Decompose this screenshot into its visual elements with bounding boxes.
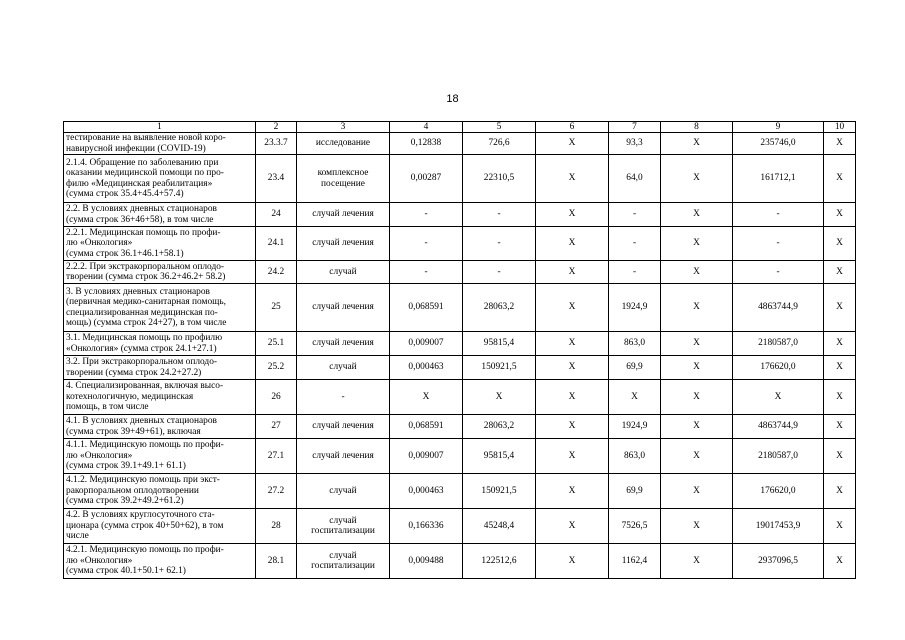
table-cell: X — [824, 380, 856, 415]
column-number-cell: 9 — [733, 122, 824, 133]
table-cell: 0,12838 — [390, 133, 463, 155]
table-row — [64, 474, 856, 509]
column-number-cell: 2 — [256, 122, 297, 133]
table-cell: X — [536, 227, 609, 261]
table-cell: X — [824, 544, 856, 579]
table-cell: 45248,4 — [463, 509, 536, 544]
table-cell: - — [390, 227, 463, 261]
row-label-cell: 4.1.1. Медицинскую помощь по профи- лю «Онкология» (сумма строк 39.1+49.1+ 61.1) — [64, 439, 256, 474]
table-cell: X — [536, 261, 609, 284]
column-number-cell: 4 — [390, 122, 463, 133]
table-cell: X — [824, 332, 856, 356]
column-number-cell: 3 — [297, 122, 390, 133]
table-cell: - — [390, 203, 463, 227]
table-cell: X — [536, 356, 609, 380]
table-cell: X — [536, 509, 609, 544]
row-label-cell: 2.2. В условиях дневных стационаров (сумма строк 36+46+58), в том числе — [64, 203, 256, 227]
table-cell: случай — [297, 356, 390, 380]
column-number-cell: 6 — [536, 122, 609, 133]
table-cell: X — [824, 133, 856, 155]
row-label-cell: 2.2.2. При экстракорпоральном оплодо- творении (сумма строк 36.2+46.2+ 58.2) — [64, 261, 256, 284]
row-label-cell: 4.2.1. Медицинскую помощь по профи- лю «Онкология» (сумма строк 40.1+50.1+ 62.1) — [64, 544, 256, 579]
column-number-cell: 7 — [609, 122, 661, 133]
table-cell: X — [661, 439, 733, 474]
table-cell: X — [536, 133, 609, 155]
row-label-cell: 4.1.2. Медицинскую помощь при экст- ракорпоральном оплодотворении (сумма строк 39.2+49.2+61.2) — [64, 474, 256, 509]
table-cell: 1924,9 — [609, 284, 661, 332]
table-cell: X — [824, 155, 856, 203]
table-cell: 95815,4 — [463, 439, 536, 474]
table-cell: 0,068591 — [390, 284, 463, 332]
table-cell: 25.1 — [256, 332, 297, 356]
table-cell: 26 — [256, 380, 297, 415]
table-cell: X — [661, 356, 733, 380]
row-label-cell: 4.1. В условиях дневных стационаров (сумма строк 39+49+61), включая — [64, 415, 256, 439]
table-row — [64, 415, 856, 439]
table-cell: - — [733, 203, 824, 227]
table-cell: X — [536, 439, 609, 474]
data-table — [63, 121, 856, 579]
table-cell: 24.2 — [256, 261, 297, 284]
table-row — [64, 544, 856, 579]
table-cell: X — [824, 415, 856, 439]
table-row — [64, 332, 856, 356]
row-label-cell: тестирование на выявление новой коро- навирусной инфекции (COVID-19) — [64, 133, 256, 155]
table-header-row — [64, 122, 856, 133]
table-cell: 0,000463 — [390, 356, 463, 380]
table-cell: 19017453,9 — [733, 509, 824, 544]
table-cell: X — [733, 380, 824, 415]
table-cell: случай лечения — [297, 415, 390, 439]
table-cell: 863,0 — [609, 439, 661, 474]
table-cell: случай госпитализации — [297, 509, 390, 544]
table-cell: 150921,5 — [463, 474, 536, 509]
table-cell: X — [661, 380, 733, 415]
table-cell: 93,3 — [609, 133, 661, 155]
table-cell: 28.1 — [256, 544, 297, 579]
table-cell: 176620,0 — [733, 474, 824, 509]
table-cell: случай — [297, 261, 390, 284]
row-label-cell: 4.2. В условиях круглосуточного ста- ционара (сумма строк 40+50+62), в том числе — [64, 509, 256, 544]
table-cell: 4863744,9 — [733, 284, 824, 332]
table-cell: X — [536, 544, 609, 579]
table-row — [64, 227, 856, 261]
table-cell: X — [536, 380, 609, 415]
table-cell: 69,9 — [609, 474, 661, 509]
table-cell: - — [733, 261, 824, 284]
table-cell: 0,00287 — [390, 155, 463, 203]
table-cell: X — [824, 203, 856, 227]
table-cell: 28 — [256, 509, 297, 544]
table-cell: X — [661, 332, 733, 356]
column-number-cell: 8 — [661, 122, 733, 133]
table-cell: - — [297, 380, 390, 415]
table-cell: исследование — [297, 133, 390, 155]
table-row — [64, 203, 856, 227]
table-cell: 0,068591 — [390, 415, 463, 439]
table-cell: 1924,9 — [609, 415, 661, 439]
table-row — [64, 284, 856, 332]
table-cell: 0,000463 — [390, 474, 463, 509]
row-label-cell: 3.2. При экстракорпоральном оплодо- творении (сумма строк 24.2+27.2) — [64, 356, 256, 380]
table-row — [64, 356, 856, 380]
row-label-cell: 3.1. Медицинская помощь по профилю «Онкология» (сумма строк 24.1+27.1) — [64, 332, 256, 356]
table-cell: 95815,4 — [463, 332, 536, 356]
table-cell: 24.1 — [256, 227, 297, 261]
table-cell: 0,166336 — [390, 509, 463, 544]
table-cell: 23.4 — [256, 155, 297, 203]
table-cell: X — [536, 284, 609, 332]
table-cell: X — [609, 380, 661, 415]
table-cell: X — [536, 474, 609, 509]
table-cell: X — [824, 509, 856, 544]
table-cell: 176620,0 — [733, 356, 824, 380]
table-cell: X — [824, 474, 856, 509]
table-cell: 22310,5 — [463, 155, 536, 203]
table-cell: X — [661, 544, 733, 579]
table-cell: 726,6 — [463, 133, 536, 155]
table-cell: X — [661, 227, 733, 261]
table-cell: X — [463, 380, 536, 415]
table-cell: X — [824, 261, 856, 284]
table-cell: X — [824, 356, 856, 380]
table-cell: - — [463, 261, 536, 284]
table-cell: 863,0 — [609, 332, 661, 356]
table-cell: X — [661, 415, 733, 439]
table-cell: X — [824, 227, 856, 261]
column-number-cell: 10 — [824, 122, 856, 133]
table-row — [64, 509, 856, 544]
page-number: 18 — [446, 93, 459, 105]
table-cell: - — [733, 227, 824, 261]
table-cell: 1162,4 — [609, 544, 661, 579]
table-cell: - — [390, 261, 463, 284]
row-label-cell: 2.2.1. Медицинская помощь по профи- лю «Онкология» (сумма строк 36.1+46.1+58.1) — [64, 227, 256, 261]
table-cell: 24 — [256, 203, 297, 227]
table-cell: 0,009488 — [390, 544, 463, 579]
table-cell: X — [390, 380, 463, 415]
table-cell: случай лечения — [297, 439, 390, 474]
table-cell: 161712,1 — [733, 155, 824, 203]
table-cell: X — [536, 332, 609, 356]
table-cell: случай — [297, 474, 390, 509]
row-label-cell: 3. В условиях дневных стационаров (первичная медико-санитарная помощь, специализированная медицинская по- мощь) (сумма строк 24+27), в том числе — [64, 284, 256, 332]
table-cell: случай госпитализации — [297, 544, 390, 579]
table-cell: X — [824, 284, 856, 332]
table-cell: X — [661, 203, 733, 227]
table-row — [64, 133, 856, 155]
table-cell: 4863744,9 — [733, 415, 824, 439]
table-cell: 2180587,0 — [733, 332, 824, 356]
column-number-cell: 1 — [64, 122, 256, 133]
table-cell: - — [463, 227, 536, 261]
table-cell: - — [609, 227, 661, 261]
table-cell: 150921,5 — [463, 356, 536, 380]
table-cell: комплексное посещение — [297, 155, 390, 203]
table-cell: 27.1 — [256, 439, 297, 474]
table-cell: - — [609, 203, 661, 227]
table-cell: 0,009007 — [390, 439, 463, 474]
table-cell: - — [609, 261, 661, 284]
table-row — [64, 155, 856, 203]
table-cell: X — [661, 155, 733, 203]
table-cell: X — [661, 261, 733, 284]
table-cell: 69,9 — [609, 356, 661, 380]
table-cell: 25.2 — [256, 356, 297, 380]
table-cell: случай лечения — [297, 284, 390, 332]
table-cell: - — [463, 203, 536, 227]
table-cell: X — [536, 203, 609, 227]
table-cell: X — [661, 284, 733, 332]
row-label-cell: 2.1.4. Обращение по заболеванию при оказании медицинской помощи по про- филю «Медицинская реабилитация» (сумма строк 35.4+45.4+57.4) — [64, 155, 256, 203]
table-cell: X — [661, 509, 733, 544]
table-cell: 2937096,5 — [733, 544, 824, 579]
table-cell: X — [536, 155, 609, 203]
table-cell: 23.3.7 — [256, 133, 297, 155]
table-cell: 2180587,0 — [733, 439, 824, 474]
table-cell: 28063,2 — [463, 415, 536, 439]
table-cell: 27.2 — [256, 474, 297, 509]
table-row — [64, 380, 856, 415]
table-cell: 235746,0 — [733, 133, 824, 155]
table-cell: случай лечения — [297, 227, 390, 261]
row-label-cell: 4. Специализированная, включая высо- котехнологичную, медицинская помощь, в том числе — [64, 380, 256, 415]
table-cell: X — [536, 415, 609, 439]
table-cell: X — [661, 133, 733, 155]
table-row — [64, 439, 856, 474]
table-cell: 7526,5 — [609, 509, 661, 544]
column-number-cell: 5 — [463, 122, 536, 133]
table-cell: 0,009007 — [390, 332, 463, 356]
table-cell: 28063,2 — [463, 284, 536, 332]
table-cell: X — [824, 439, 856, 474]
table-cell: 25 — [256, 284, 297, 332]
table-cell: X — [661, 474, 733, 509]
table-cell: 64,0 — [609, 155, 661, 203]
table-cell: случай лечения — [297, 203, 390, 227]
table-cell: 122512,6 — [463, 544, 536, 579]
table-cell: случай лечения — [297, 332, 390, 356]
table-cell: 27 — [256, 415, 297, 439]
table-row — [64, 261, 856, 284]
